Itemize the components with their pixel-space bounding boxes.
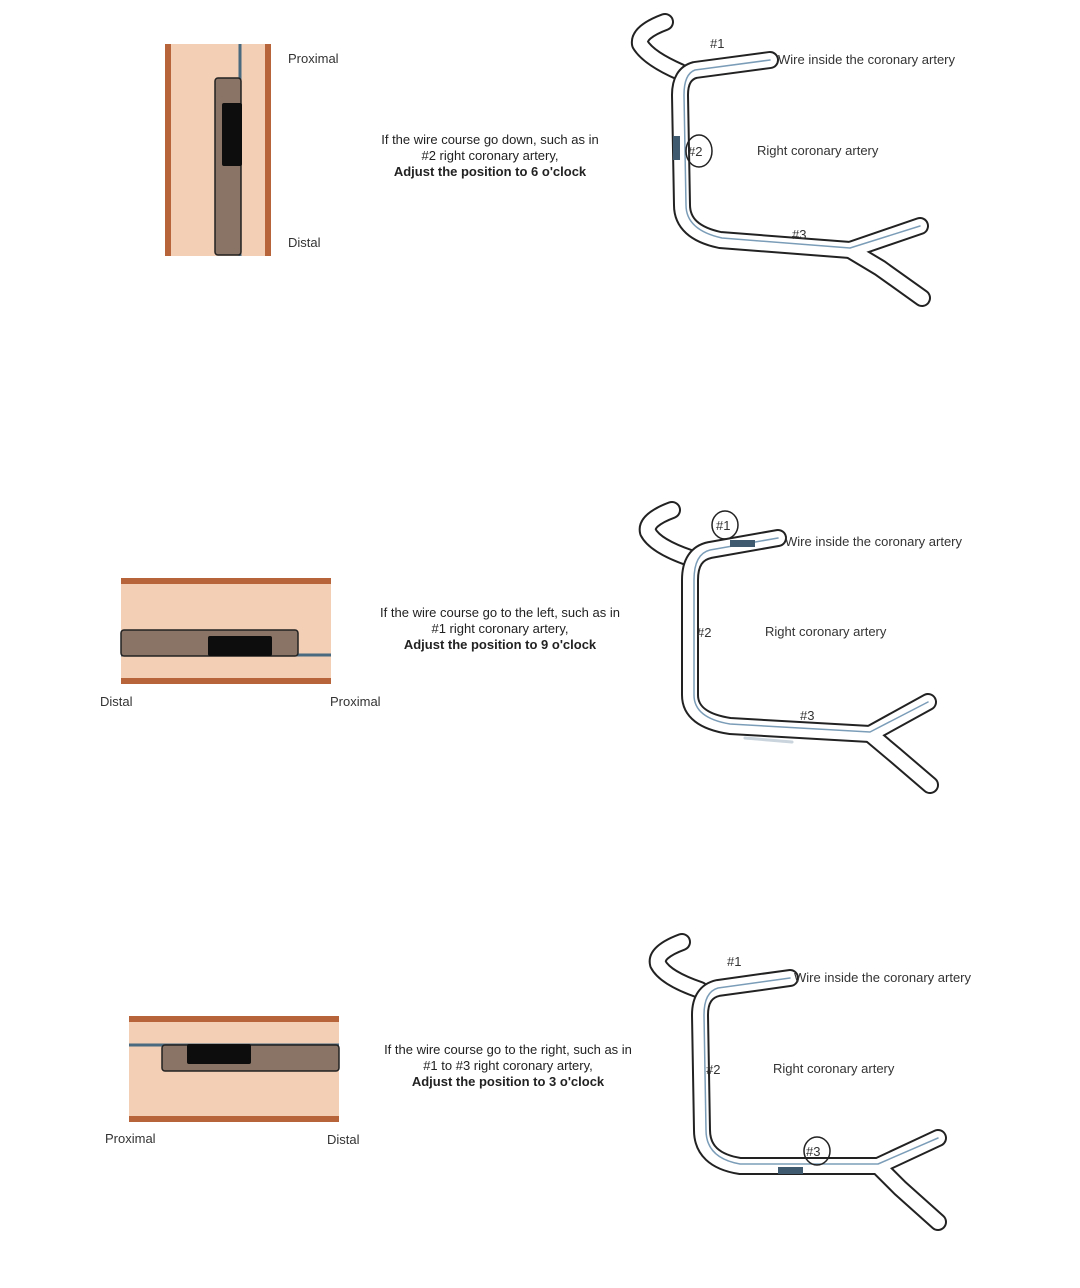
label-seg2: #2 (697, 625, 712, 640)
label-distal: Distal (288, 235, 321, 250)
instruction-text (368, 1042, 648, 1090)
label-seg1: #1 (716, 518, 731, 533)
vessel-wall-top (121, 578, 331, 584)
vessel-wall-right (265, 44, 271, 256)
panel3-graphic (0, 920, 1080, 1260)
label-distal: Distal (327, 1132, 360, 1147)
instruction-action: Adjust the position to 6 o'clock (393, 164, 587, 179)
instruction-action: Adjust the position to 9 o'clock (403, 637, 597, 652)
instruction-text (360, 605, 640, 653)
label-proximal: Proximal (288, 51, 339, 66)
instruction-line2: #1 to #3 right coronary artery, (423, 1058, 593, 1073)
instruction-text (360, 132, 620, 180)
label-rca: Right coronary artery (773, 1061, 895, 1076)
label-seg3: #3 (800, 708, 815, 723)
vessel-wall-bottom (121, 678, 331, 684)
rca-artery-diagram (648, 510, 930, 785)
label-rca: Right coronary artery (765, 624, 887, 639)
label-seg3: #3 (792, 227, 807, 242)
label-seg3: #3 (806, 1144, 821, 1159)
label-seg2: #2 (706, 1062, 721, 1077)
panel-3-oclock (0, 920, 1080, 1260)
vessel-wall-left (165, 44, 171, 256)
label-seg1: #1 (710, 36, 725, 51)
panel-6-oclock (0, 0, 1080, 330)
vessel-wall-top (129, 1016, 339, 1022)
label-proximal: Proximal (330, 694, 381, 709)
panel-9-oclock (0, 480, 1080, 820)
transducer (222, 103, 242, 166)
instruction-line1: If the wire course go to the left, such as in (380, 605, 620, 620)
label-wire-inside: Wire inside the coronary artery (778, 52, 956, 67)
label-distal: Distal (100, 694, 133, 709)
catheter-position-marker (673, 136, 680, 160)
instruction-line2: #2 right coronary artery, (421, 148, 559, 163)
catheter-position-marker (730, 540, 755, 547)
label-wire-inside: Wire inside the coronary artery (785, 534, 963, 549)
instruction-action: Adjust the position to 3 o'clock (411, 1074, 605, 1089)
vessel-wall-bottom (129, 1116, 339, 1122)
label-seg2: #2 (688, 144, 703, 159)
transducer (187, 1044, 251, 1064)
label-seg1: #1 (727, 954, 742, 969)
label-wire-inside: Wire inside the coronary artery (794, 970, 972, 985)
instruction-line1: If the wire course go down, such as in (381, 132, 599, 147)
instruction-line2: #1 right coronary artery, (431, 621, 569, 636)
instruction-line1: If the wire course go to the right, such as in (384, 1042, 632, 1057)
label-proximal: Proximal (105, 1131, 156, 1146)
label-rca: Right coronary artery (757, 143, 879, 158)
catheter-position-marker (778, 1167, 803, 1174)
transducer (208, 636, 272, 656)
